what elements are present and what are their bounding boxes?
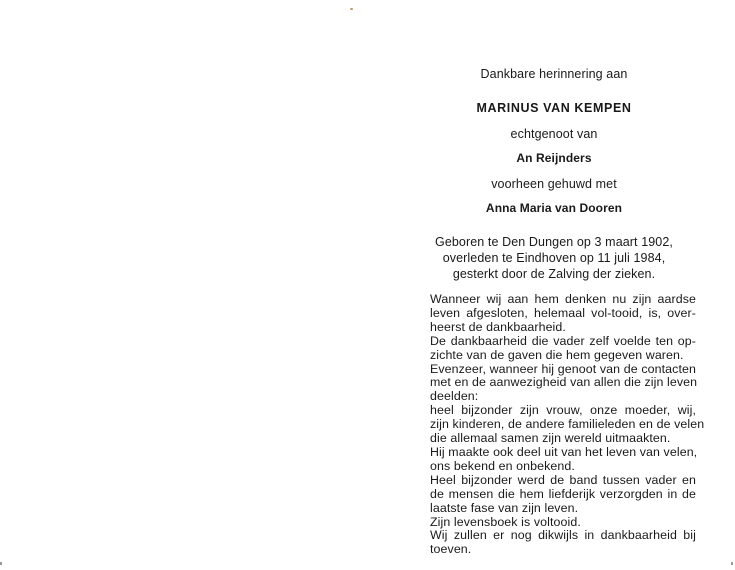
poem-line: Hij maakte ook deel uit van het leven van velen, [430, 444, 698, 459]
poem-line: heerst de dankbaarheid. [430, 319, 566, 334]
edge-mark [731, 562, 733, 565]
paper-speck [350, 8, 353, 10]
poem-line: Evenzeer, wanneer hij genoot van de contacten [430, 361, 696, 376]
poem-line: heel bijzonder zijn vrouw, onze moeder, wij, [430, 403, 696, 418]
spouse-label: echtgenoot van [510, 127, 598, 141]
poem-line: met en de aanwezigheid van allen die zijn leven [430, 375, 698, 390]
poem-line: ons bekend en onbekend. [430, 458, 575, 473]
poem-line: zichte van de gaven die hem gegeven waren. [430, 347, 684, 362]
poem-line: De dankbaarheid die vader zelf voelde ten op- [430, 333, 696, 348]
poem-line: toeven. [430, 542, 472, 557]
poem-line: Wij zullen er nog dikwijls in dankbaarheid bij [430, 528, 696, 543]
edge-mark [0, 562, 2, 565]
poem-line: Zijn levensboek is voltooid. [430, 514, 581, 529]
card-header [420, 66, 688, 282]
previous-marriage-label: voorheen gehuwd met [491, 177, 617, 191]
death-line: overleden te Eindhoven op 11 juli 1984, [442, 251, 666, 265]
poem-line: die allemaal samen zijn wereld uitmaakten. [430, 431, 671, 446]
spouse-name: An Reijnders [516, 151, 592, 165]
poem-line: leven afgesloten, helemaal vol-tooid, is, over- [430, 305, 696, 320]
poem-line: laatste fase van zijn leven. [430, 500, 579, 515]
sacrament-line: gesterkt door de Zalving der zieken. [452, 267, 656, 281]
previous-spouse-name: Anna Maria van Dooren [485, 201, 623, 215]
remembrance-text [430, 292, 705, 557]
birth-line: Geboren te Den Dungen op 3 maart 1902, [435, 235, 673, 249]
poem-line: deelden: [430, 389, 479, 404]
poem-line: de mensen die hem liefderijk verzorgden in de [430, 486, 696, 501]
intro-text: Dankbare herinnering aan [480, 67, 628, 81]
poem-line: zijn kinderen, de andere familieleden en de velen [430, 417, 705, 432]
poem-line: Heel bijzonder werd de band tussen vader en [430, 472, 696, 487]
poem-line: Wanneer wij aan hem denken nu zijn aardse [430, 292, 696, 306]
deceased-name: MARINUS VAN KEMPEN [476, 101, 632, 115]
